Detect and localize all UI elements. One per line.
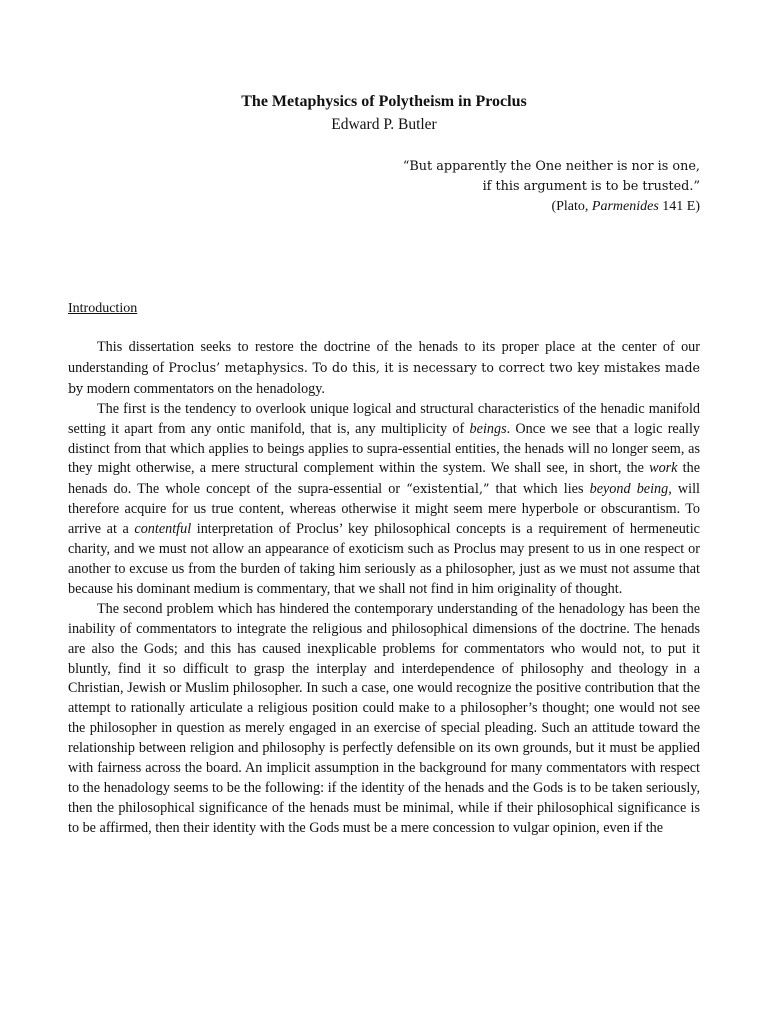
text-run: modern commentators on the henadology. [83, 380, 325, 397]
text-run: , will therefore acquire for us true content, whereas otherwise it might seem mere hyperbole or obscurantism. To arrive at a [68, 481, 700, 538]
text-run: interpretation of Proclus’ key philosophical concepts is a requirement of hermeneutic charity, and we must not allow an appearance of exoticism such as Proclus may present to us in one respect or another to excuse us from the burden of taking him seriously as a philosopher, just as we must not assume that because his dominant medium is commentary, that we shall not find in him originality of thought. [68, 521, 700, 597]
text-run: that which lies [489, 481, 590, 498]
citation-work: Parmenides [591, 199, 659, 214]
epigraph-line-2: if this argument is to be trusted.” [482, 179, 700, 194]
italic-run: work [649, 460, 678, 477]
epigraph-citation [280, 197, 700, 217]
text-run: Proclus’ metaphysics. To do this, it is necessary to correct two key mistakes made by [68, 359, 700, 396]
italic-run: beyond being [589, 481, 669, 498]
paragraph [68, 400, 700, 600]
text-run: the henads do. The whole concept of the supra-essential or [68, 460, 700, 498]
epigraph-line-1: “But apparently the One neither is nor is one, [402, 159, 700, 174]
paragraph [68, 338, 700, 400]
text-run: . Once we see that a logic really distinct from that which applies to beings applies to supra-essential entities, the henads will no longer seem, as they might otherwise, a mere structural complement within the system. We shall see, in short, the [68, 420, 701, 477]
citation-suffix: 141 E) [658, 199, 700, 214]
body-text [68, 338, 700, 839]
author-name: Edward P. Butler [331, 116, 437, 133]
text-run: This dissertation seeks to restore the doctrine of the henads to its proper place at the center of our understanding of [68, 339, 700, 376]
section-heading: Introduction [68, 301, 138, 316]
text-run: The second problem which has hindered the contemporary understanding of the henadology has been the inability of commentators to integrate the religious and philosophical dimensions of the doctrine. The henads are also the Gods; and this has caused inexplicable problems for commentators who would not, to put it bluntly, find it so difficult to grasp the interplay and interdependence of philosophy and theology in a Christian, Jewish or Muslim philosopher. In such a case, one would recognize the positive contribution that the attempt to rationally articulate a religious position could make to a philosopher’s thought; one would not see the philosopher in question as merely engaged in an exercise of special pleading. Such an attitude toward the relationship between religion and philosophy is perfectly defensible on its own grounds, but it must be applied with fairness across the board. An implicit assumption in the background for many commentators with respect to the henadology seems to be the following: if the identity of the henads and the Gods is to be taken seriously, then the philosophical significance of the henads must be minimal, while if their philosophical significance is to be affirmed, then their identity with the Gods must be a mere concession to vulgar opinion, even if the [68, 600, 700, 836]
text-run: The first is the tendency to overlook unique logical and structural characteristics of the henadic manifold setting it apart from any ontic manifold, that is, any multiplicity of [68, 400, 700, 437]
italic-run: beings [469, 420, 507, 437]
epigraph [280, 157, 700, 217]
text-run: “existential,” [406, 481, 490, 497]
document-title: The Metaphysics of Polytheism in Proclus [241, 93, 527, 110]
paragraph [68, 600, 700, 839]
citation-prefix: (Plato, [551, 199, 592, 214]
italic-run: contentful [134, 521, 192, 538]
